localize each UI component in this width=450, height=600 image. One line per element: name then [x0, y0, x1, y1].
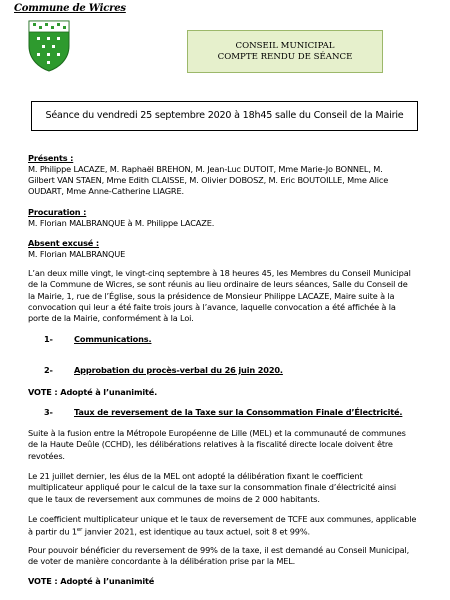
paragraph-line: de la Haute Deûle (CCHD), les délibérations relatives à la fiscalité directe locale doivent être: [28, 439, 393, 450]
vote-result-1: VOTE : Adopté à l’unanimité.: [28, 387, 158, 397]
intro-paragraph: [28, 268, 424, 324]
date-text-end: janvier 2021, est identique au taux actuel, soit 8 et 99%.: [82, 527, 310, 538]
agenda-item-number: 2-: [44, 365, 53, 375]
agenda-item-3: [44, 407, 402, 418]
presents-line-2: Gilbert VAN STAEN, Mme Edith CLAISSE, M. Olivier DOBOSZ, M. Eric BOUTOILLE, Mme Alice: [28, 175, 389, 185]
commune-name: Commune de Wicres: [14, 3, 126, 14]
paragraph-line: Suite à la fusion entre la Métropole Européenne de Lille (MEL) et la communauté de communes: [28, 428, 406, 438]
paragraph-line: [28, 525, 416, 538]
agenda-item-number: 1-: [44, 334, 53, 344]
paragraph-line: de voter de manière concordante à la délibération prise par la MEL.: [28, 556, 296, 567]
report-title-line1: CONSEIL MUNICIPAL: [235, 41, 335, 51]
commune-crest-logo: [28, 20, 70, 72]
absent-heading: Absent excusé :: [28, 238, 100, 248]
paragraph-line: que le taux de reversement aux communes de moins de 2 000 habitants.: [28, 493, 320, 504]
procuration-heading: Procuration :: [28, 207, 87, 217]
paragraph-reversement: [28, 545, 409, 568]
absent-text: M. Florian MALBRANQUE: [28, 249, 126, 259]
agenda-item-label: Taux de reversement de la Taxe sur la Consommation Finale d’Électricité.: [74, 407, 403, 417]
paragraph-line: revotées.: [28, 450, 65, 461]
paragraph-line: Le coefficient multiplicateur unique et le taux de reversement de TCFE aux communes, applicable: [28, 514, 417, 524]
agenda-item-number: 3-: [44, 407, 53, 417]
ordinal-superscript: er: [76, 527, 83, 534]
seance-box: [31, 101, 418, 131]
vote-result-2: VOTE : Adopté à l’unanimité: [28, 576, 155, 586]
paragraph-line: Le 21 juillet dernier, les élus de la MEL ont adopté la délibération fixant le coefficient: [28, 471, 363, 481]
agenda-item-label: Communications.: [74, 334, 152, 344]
agenda-item-label: Approbation du procès-verbal du 26 juin 2020.: [74, 365, 283, 375]
paragraph-fusion: [28, 428, 406, 462]
intro-line: L’an deux mille vingt, le vingt-cinq septembre à 18 heures 45, les Membres du Conseil Municipal: [28, 268, 411, 278]
presents-line-3: OUDART, Mme Anne-Catherine LIAGRE.: [28, 186, 184, 196]
intro-line: de la Commune de Wicres, se sont réunis au lieu ordinaire de leurs séances, Salle du Conseil de: [28, 279, 408, 290]
paragraph-line: Pour pouvoir bénéficier du reversement de 99% de la taxe, il est demandé au Conseil Municipal,: [28, 545, 410, 555]
seance-text: Séance du vendredi 25 septembre 2020 à 18h45 salle du Conseil de la Mairie: [45, 110, 404, 121]
paragraph-mel-deliberation: [28, 471, 396, 505]
presents-line-1: M. Philippe LACAZE, M. Raphaël BREHON, M. Jean-Luc DUTOIT, Mme Marie-Jo BONNEL, M.: [28, 164, 383, 174]
agenda-item-2: [44, 365, 283, 376]
agenda-item-1: [44, 334, 151, 345]
report-title-box: [187, 30, 383, 73]
date-text-start: à partir du 1: [28, 527, 77, 538]
intro-line: porte de la Mairie, conformément à la Loi.: [28, 313, 194, 324]
intro-line: convocation qui leur a été faite trois jours à l’avance, laquelle convocation a été affichée à la: [28, 301, 396, 312]
presents-heading: Présents :: [28, 153, 74, 163]
paragraph-line: multiplicateur appliqué pour le calcul de la taxe sur la consommation finale d’électricité ainsi: [28, 482, 396, 493]
report-title-line2: COMPTE RENDU DE SÉANCE: [217, 52, 353, 62]
intro-line: la Mairie, 1, rue de l’Église, sous la présidence de Monsieur Philippe LACAZE, Maire suite à la: [28, 290, 395, 301]
paragraph-coefficient: [28, 514, 416, 538]
procuration-text: M. Florian MALBRANQUE à M. Philippe LACAZE.: [28, 218, 215, 228]
